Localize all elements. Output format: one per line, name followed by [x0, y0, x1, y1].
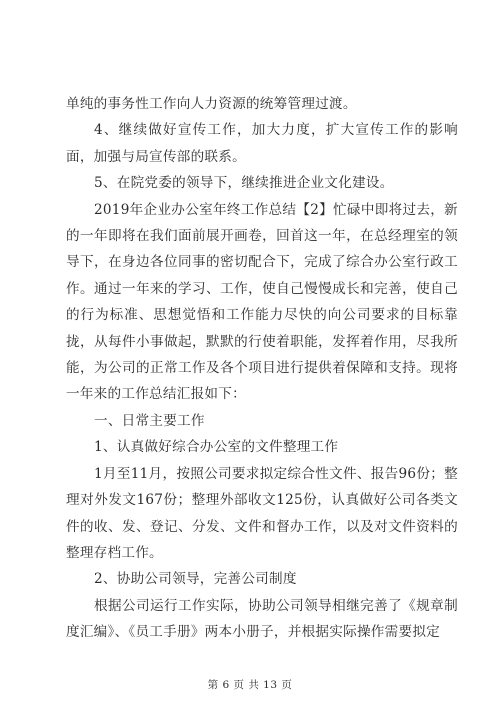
paragraph: 单纯的事务性工作向人力资源的统筹管理过渡。 — [66, 96, 357, 112]
page-number-footer: 第 6 页 共 13 页 — [207, 679, 293, 691]
paragraph: 根据公司运行工作实际，协助公司领导相继完善了《规章制度汇编》、《员工手册》两本小册子，并根据实际操作需要拟定 — [66, 597, 458, 641]
paragraph: 5、在院党委的领导下，继续推进企业文化建设。 — [94, 175, 394, 192]
paragraph: 1月至11月，按照公司要求拟定综合性文件、报告96份；整理对外发文167份；整理外部收文125份，认真做好公司各类文件的收、发、登记、分发、文件和督办工作，以及对文件资料的整理存档工作。 — [66, 465, 458, 561]
subsection-heading: 2、协助公司领导，完善公司制度 — [94, 571, 297, 588]
paragraph: 2019年企业办公室年终工作总结【2】忙碌中即将过去，新的一年即将在我们面前展开画卷，回首这一年，在总经理室的领导下，在身边各位同事的密切配合下，完成了综合办公室行政工作。通过一年来的学习、工作，使自己慢慢成长和完善，使自己的行为标准、思想觉悟和工作能力尽快的向公司要求的目标靠拢，从每件小事做起，默默的行使着职能，发挥着作用，尽我所能，为公司的正常工作及各个项目进行提供着保障和支持。现将一年来的工作总结汇报如下： — [66, 201, 458, 403]
subsection-heading: 1、认真做好综合办公室的文件整理工作 — [94, 439, 339, 456]
paragraph: 4、继续做好宣传工作，加大力度，扩大宣传工作的影响面，加强与局宣传部的联系。 — [66, 122, 458, 165]
document-body — [66, 91, 458, 646]
section-heading: 一、日常主要工作 — [94, 412, 205, 429]
